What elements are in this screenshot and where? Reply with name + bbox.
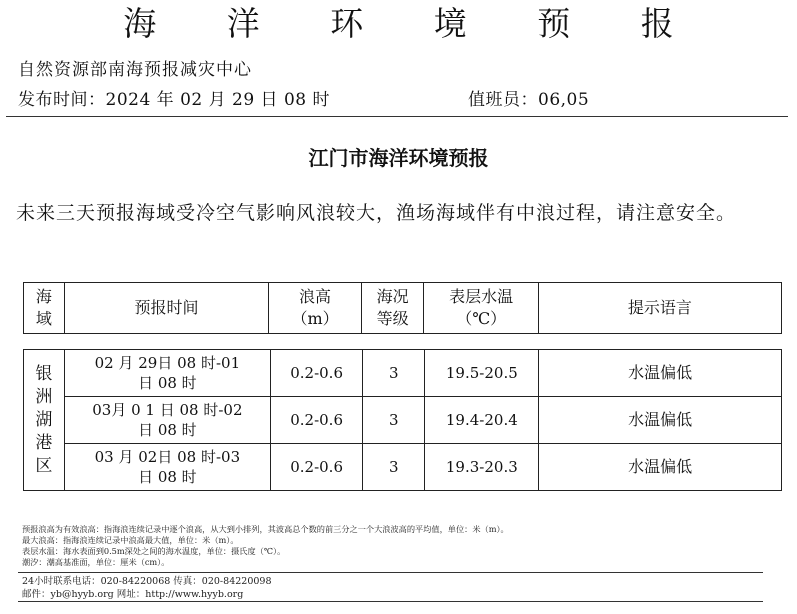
sea-state-cell: 3 — [363, 444, 425, 491]
note-line: 表层水温：海水表面到0.5m深处之间的海水温度，单位：摄氏度（℃）。 — [22, 546, 286, 556]
table-row — [24, 397, 782, 444]
footer-bottom-divider — [18, 601, 763, 602]
report-title: 江门市海洋环境预报 — [308, 146, 489, 170]
issue-time: 发布时间：2024 年 02 月 29 日 08 时 — [18, 90, 330, 110]
col-sea-state: 海况等级 — [361, 283, 424, 334]
forecast-table-header — [23, 282, 782, 334]
wave-height-cell: 0.2-0.6 — [271, 397, 363, 444]
sst-cell: 19.4-20.4 — [425, 397, 539, 444]
table-row — [24, 444, 782, 491]
organization-name: 自然资源部南海预报减灾中心 — [18, 60, 252, 80]
note-line: 预报浪高为有效浪高：指海浪连续记录中逐个浪高，从大到小排列，其波高总个数的前三分之一个大浪波高的平均值，单位：米（m）。 — [22, 524, 509, 534]
sea-state-cell: 3 — [363, 350, 425, 397]
sst-cell: 19.3-20.3 — [425, 444, 539, 491]
notes — [22, 524, 509, 568]
wave-height-cell: 0.2-0.6 — [271, 444, 363, 491]
col-sst: 表层水温（℃） — [424, 283, 538, 334]
forecast-time-cell: 02 月 29日 08 时-01 日 08 时 — [64, 350, 270, 397]
footer-divider — [18, 572, 763, 573]
col-area: 海域 — [24, 283, 65, 334]
contact-phone: 24小时联系电话：020-84220068 传真：020-84220098 — [22, 576, 272, 587]
tip-cell: 水温偏低 — [539, 350, 782, 397]
forecast-time-cell: 03 月 02日 08 时-03 日 08 时 — [64, 444, 270, 491]
tip-cell: 水温偏低 — [539, 444, 782, 491]
duty-staff: 值班员：06,05 — [468, 90, 590, 110]
region-cell: 银洲湖港区 — [24, 350, 65, 491]
col-tips: 提示语言 — [538, 283, 781, 334]
col-wave-height: 浪高（m） — [269, 283, 361, 334]
note-line: 最大浪高：指海浪连续记录中浪高最大值，单位：米（m）。 — [22, 535, 239, 545]
contact-info — [22, 575, 272, 601]
contact-web: 邮件：yb@hyyb.org 网址：http://www.hyyb.org — [22, 589, 244, 600]
forecast-time-cell: 03月 0 1 日 08 时-02 日 08 时 — [64, 397, 270, 444]
header-divider — [6, 116, 788, 117]
tip-cell: 水温偏低 — [539, 397, 782, 444]
document-title: 海 洋 环 境 预 报 — [123, 4, 704, 43]
note-line: 潮汐：潮高基准面，单位：厘米（cm）。 — [22, 557, 170, 567]
forecast-table — [23, 349, 782, 491]
report-summary: 未来三天预报海域受冷空气影响风浪较大，渔场海域伴有中浪过程，请注意安全。 — [16, 202, 737, 224]
table-row — [24, 350, 782, 397]
col-forecast-time: 预报时间 — [64, 283, 269, 334]
wave-height-cell: 0.2-0.6 — [271, 350, 363, 397]
sea-state-cell: 3 — [363, 397, 425, 444]
sst-cell: 19.5-20.5 — [425, 350, 539, 397]
